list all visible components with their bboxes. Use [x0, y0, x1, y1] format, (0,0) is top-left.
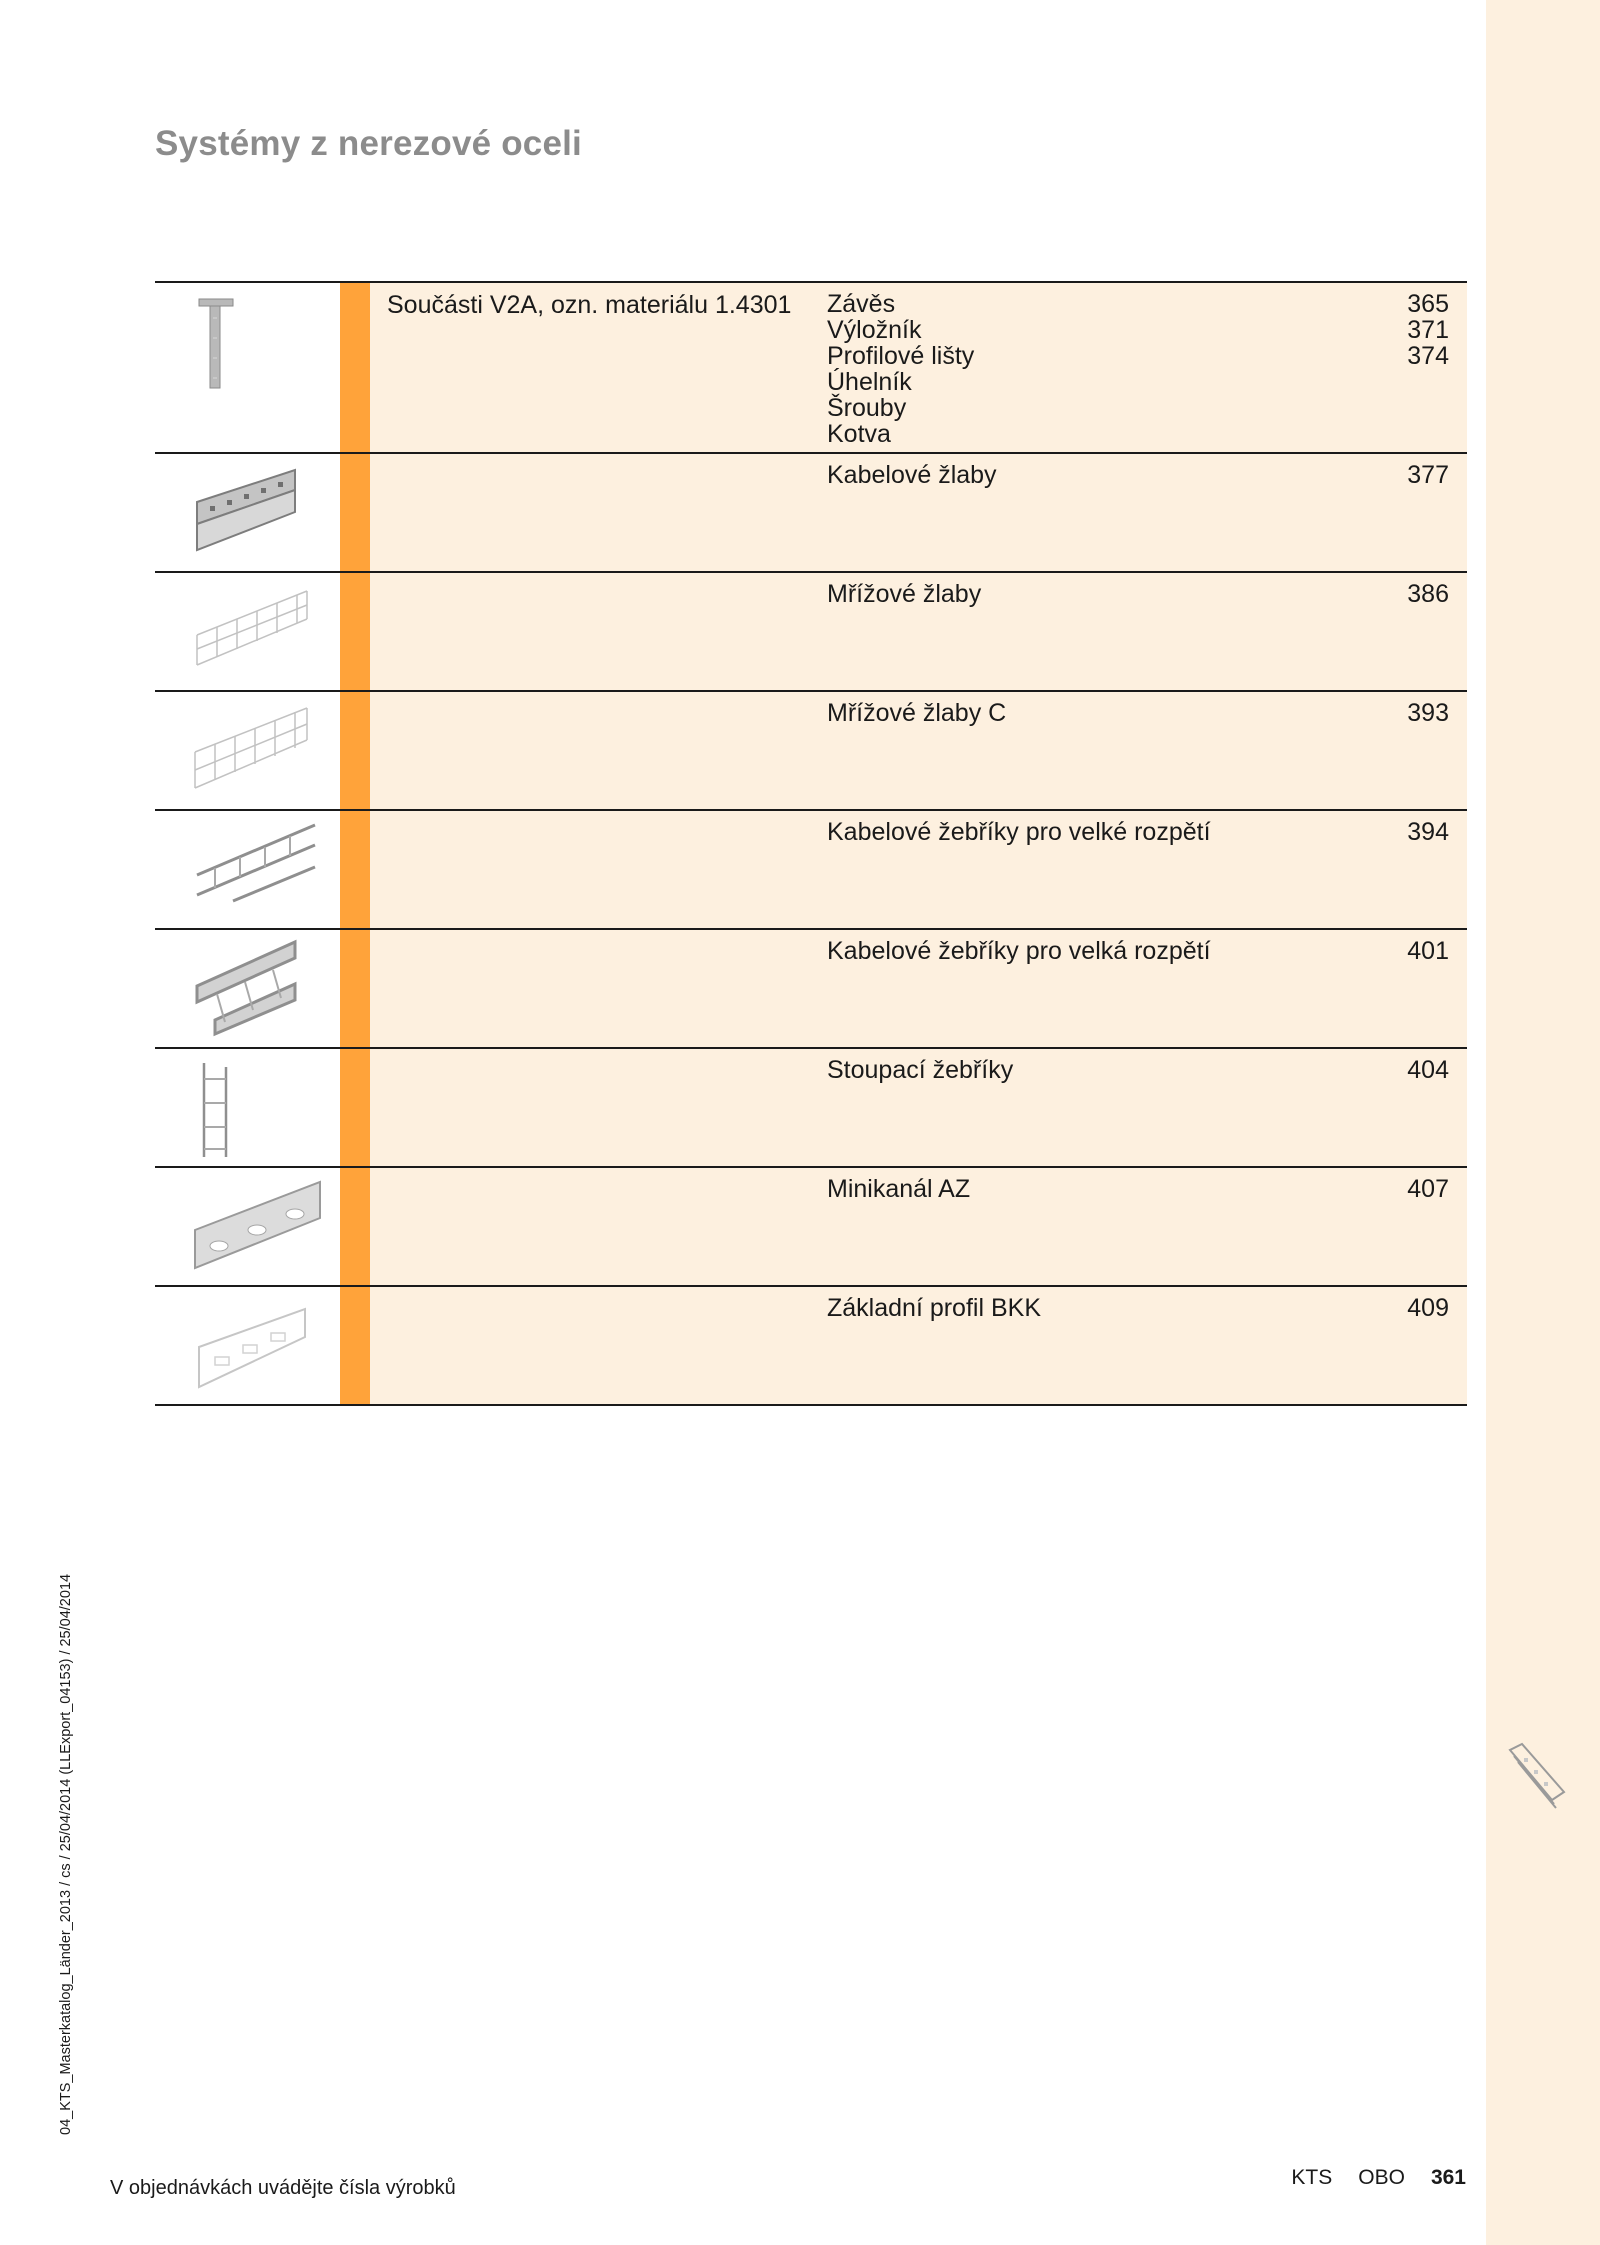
item-label: Stoupací žebříky	[827, 1056, 1014, 1084]
item-label: Mřížové žlaby	[827, 580, 982, 608]
list-item[interactable]	[827, 343, 1449, 369]
hanger-icon	[155, 283, 340, 452]
accent-bar	[340, 573, 370, 690]
list-item[interactable]	[827, 395, 1449, 421]
mesh-tray-icon	[155, 573, 340, 690]
table-row[interactable]	[155, 1047, 1467, 1166]
list-item[interactable]	[827, 1295, 1449, 1321]
list-item[interactable]	[827, 421, 1449, 447]
item-page: 365	[1407, 290, 1449, 318]
item-page: 374	[1407, 342, 1449, 370]
table-row[interactable]	[155, 809, 1467, 928]
item-label: Závěs	[827, 290, 896, 318]
item-page: 401	[1407, 937, 1449, 965]
page-number: 361	[1430, 2166, 1466, 2189]
footer-right	[1291, 2166, 1466, 2190]
item-label: Mřížové žlaby C	[827, 699, 1007, 727]
item-label: Šrouby	[827, 394, 907, 422]
footer-note: V objednávkách uvádějte čísla výrobků	[110, 2177, 456, 2199]
item-page: 377	[1407, 461, 1449, 489]
accent-bar	[340, 1049, 370, 1166]
list-item[interactable]	[827, 317, 1449, 343]
item-page: 371	[1407, 316, 1449, 344]
item-label: Výložník	[827, 316, 922, 344]
row-content	[370, 1049, 1467, 1166]
table-row[interactable]	[155, 1285, 1467, 1406]
row-content	[370, 1287, 1467, 1404]
accent-bar	[340, 283, 370, 452]
mini-channel-icon	[155, 1168, 340, 1285]
item-label: Úhelník	[827, 368, 912, 396]
row-content	[370, 930, 1467, 1047]
list-item[interactable]	[827, 700, 1449, 726]
table-row[interactable]	[155, 452, 1467, 571]
item-label: Základní profil BKK	[827, 1294, 1041, 1322]
accent-bar	[340, 692, 370, 809]
catalog-code-vertical: 04_KTS_Masterkatalog_Länder_2013 / cs / 25/04/2014 (LLExport_04153) / 25/04/2014	[58, 1573, 74, 2135]
category-label: Součásti V2A, ozn. materiálu 1.4301	[387, 291, 792, 319]
table-row[interactable]	[155, 571, 1467, 690]
row-image	[155, 283, 340, 452]
list-item[interactable]	[827, 462, 1449, 488]
base-profile-icon	[155, 1287, 340, 1404]
list-item[interactable]	[827, 581, 1449, 607]
cable-ladder-wide-icon	[155, 930, 340, 1047]
row-content	[370, 692, 1467, 809]
item-label: Minikanál AZ	[827, 1175, 971, 1203]
row-image	[155, 454, 340, 571]
item-page: 386	[1407, 580, 1449, 608]
accent-bar	[340, 1168, 370, 1285]
row-content	[370, 283, 1467, 452]
item-label: Profilové lišty	[827, 342, 975, 370]
row-image	[155, 1168, 340, 1285]
list-item[interactable]	[827, 938, 1449, 964]
item-page: 393	[1407, 699, 1449, 727]
table-row[interactable]	[155, 281, 1467, 452]
row-content	[370, 1168, 1467, 1285]
item-page: 394	[1407, 818, 1449, 846]
list-item[interactable]	[827, 1057, 1449, 1083]
cable-tray-thumbnail-icon	[1504, 1740, 1574, 1820]
item-page: 407	[1407, 1175, 1449, 1203]
item-page: 404	[1407, 1056, 1449, 1084]
mesh-tray-c-icon	[155, 692, 340, 809]
cable-ladder-icon	[155, 811, 340, 928]
item-label: Kotva	[827, 420, 891, 448]
item-label: Kabelové žebříky pro velké rozpětí	[827, 818, 1211, 846]
row-content	[370, 573, 1467, 690]
row-content	[370, 454, 1467, 571]
list-item[interactable]	[827, 291, 1449, 317]
list-item[interactable]	[827, 819, 1449, 845]
right-margin-band	[1486, 0, 1600, 2245]
vertical-ladder-icon	[155, 1049, 340, 1166]
row-image	[155, 692, 340, 809]
table-row[interactable]	[155, 1166, 1467, 1285]
table-row[interactable]	[155, 928, 1467, 1047]
accent-bar	[340, 1287, 370, 1404]
item-page: 409	[1407, 1294, 1449, 1322]
row-image	[155, 1287, 340, 1404]
row-image	[155, 811, 340, 928]
accent-bar	[340, 930, 370, 1047]
page-title: Systémy z nerezové oceli	[155, 124, 582, 163]
accent-bar	[340, 454, 370, 571]
item-label: Kabelové žebříky pro velká rozpětí	[827, 937, 1211, 965]
footer-brand: OBO	[1358, 2166, 1405, 2189]
footer-section: KTS	[1291, 2166, 1333, 2189]
accent-bar	[340, 811, 370, 928]
list-item[interactable]	[827, 1176, 1449, 1202]
row-image	[155, 1049, 340, 1166]
row-image	[155, 573, 340, 690]
row-image	[155, 930, 340, 1047]
row-content	[370, 811, 1467, 928]
item-label: Kabelové žlaby	[827, 461, 997, 489]
product-index-table	[155, 281, 1467, 1406]
list-item[interactable]	[827, 369, 1449, 395]
cable-tray-icon	[155, 454, 340, 571]
table-row[interactable]	[155, 690, 1467, 809]
